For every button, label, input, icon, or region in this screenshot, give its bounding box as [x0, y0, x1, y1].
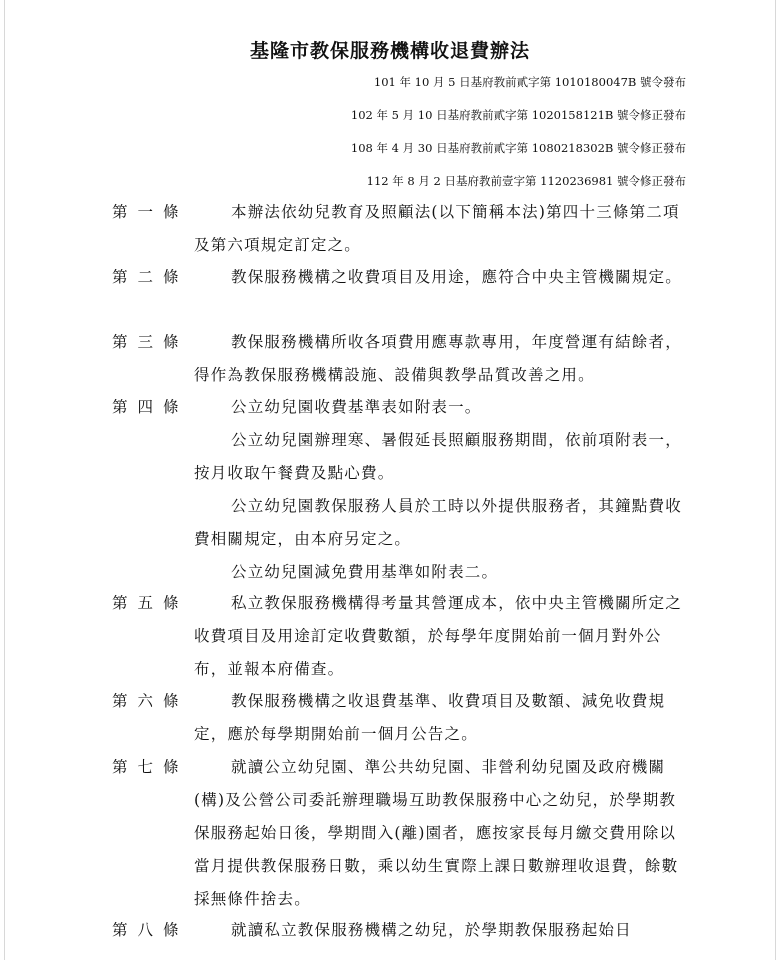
article-paragraph: 私立教保服務機構得考量其營運成本，依中央主管機關所定之收費項目及用途訂定收費數額，於每學年度開始前一個月對外公布，並報本府備查。 [194, 594, 682, 678]
article-paragraph: 公立幼兒園減免費用基準如附表二。 [231, 563, 499, 581]
article-label: 第六條 [112, 692, 189, 710]
amendment-history [126, 72, 686, 204]
article-label: 第三條 [112, 333, 189, 351]
article-label: 第七條 [112, 758, 189, 776]
history-line: 101 年 10 月 5 日基府教前貳字第 1010180047B 號令發布 [373, 75, 686, 89]
history-line: 108 年 4 月 30 日基府教前貳字第 1080218302B 號令修正發布 [350, 141, 686, 155]
history-line: 112 年 8 月 2 日基府教前壹字第 1120236981 號令修正發布 [366, 174, 686, 188]
article-paragraph: 公立幼兒園收費基準表如附表一。 [231, 398, 482, 416]
page-edge-right [775, 0, 776, 960]
article-label: 第二條 [112, 268, 189, 286]
article-label: 第四條 [112, 398, 189, 416]
article-paragraph: 公立幼兒園辦理寒、暑假延長照顧服務期間，依前項附表一，按月收取午餐費及點心費。 [194, 431, 682, 482]
article-paragraph: 教保服務機構所收各項費用應專款專用，年度營運有結餘者，得作為教保服務機構設施、設備與教學品質改善之用。 [194, 333, 682, 384]
article-label: 第五條 [112, 594, 189, 612]
history-line: 102 年 5 月 10 日基府教前貳字第 1020158121B 號令修正發布 [350, 108, 686, 122]
article-paragraph: 教保服務機構之收費項目及用途，應符合中央主管機關規定。 [231, 268, 682, 286]
article-paragraph: 就讀公立幼兒園、準公共幼兒園、非營利幼兒園及政府機關(構)及公營公司委託辦理職場互助教保服務中心之幼兒，於學期教保服務起始日後，學期間入(離)園者，應按家長每月繳交費用除以當月提供教保服務日數，乘以幼生實際上課日數辦理收退費，餘數採無條件捨去。 [194, 758, 679, 908]
article-paragraph: 公立幼兒園教保服務人員於工時以外提供服務者，其鐘點費收費相關規定，由本府另定之。 [194, 497, 682, 548]
document-title: 基隆市教保服務機構收退費辦法 [249, 40, 530, 62]
article-paragraph: 教保服務機構之收退費基準、收費項目及數額、減免收費規定，應於每學期開始前一個月公告之。 [194, 692, 666, 743]
page-edge-left [4, 0, 5, 960]
article-label: 第八條 [112, 921, 189, 939]
article-paragraph: 就讀私立教保服務機構之幼兒，於學期教保服務起始日 [231, 921, 632, 939]
article-paragraph: 本辦法依幼兒教育及照顧法(以下簡稱本法)第四十三條第二項及第六項規定訂定之。 [194, 203, 680, 254]
article-label: 第一條 [112, 203, 189, 221]
